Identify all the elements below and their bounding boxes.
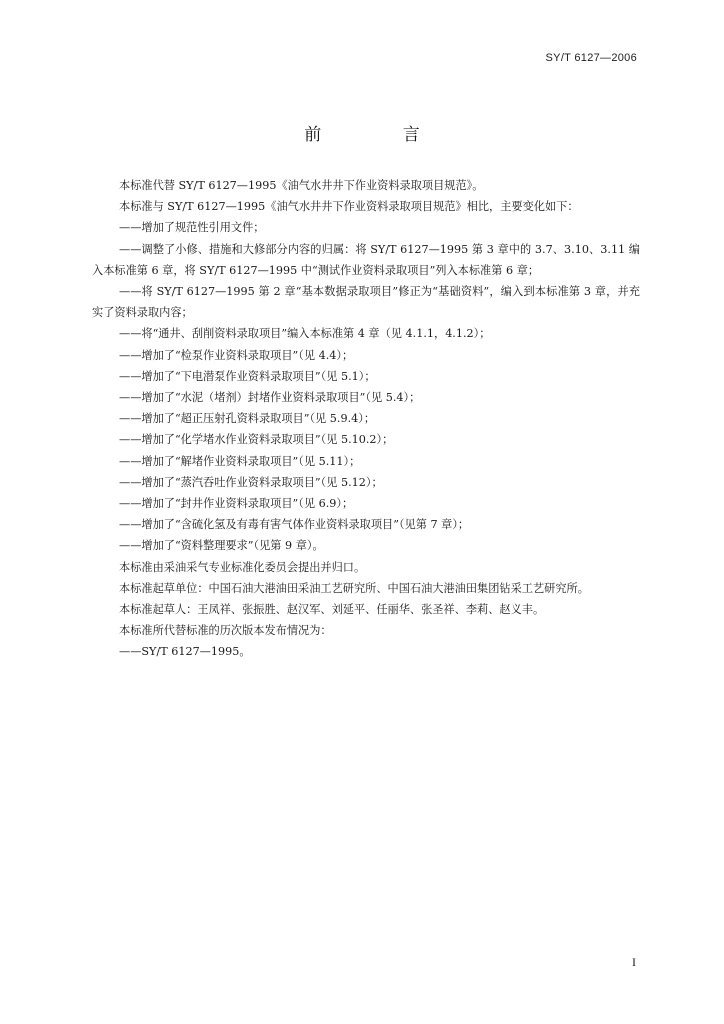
page-title: 前 言 (304, 125, 458, 145)
list-item: ——增加了“封井作业资料录取项目”（见 6.9）； (119, 497, 354, 511)
list-item: ——增加了“解堵作业资料录取项目”（见 5.11）； (119, 454, 361, 468)
paragraph-history-intro: 本标准所代替标准的历次版本发布情况为： (119, 624, 332, 638)
paragraph-drafters: 本标准起草人：王凤祥、张振胜、赵汉军、刘延平、任丽华、张圣祥、李莉、赵义丰。 (119, 603, 545, 617)
list-item: ——增加了“蒸汽吞吐作业资料录取项目”（见 5.12）； (119, 475, 383, 489)
list-item: ——增加了“下电潜泵作业资料录取项目”（见 5.1）； (119, 369, 376, 383)
standard-code-header: SY/T 6127—2006 (545, 52, 637, 64)
paragraph-replacement-note: 本标准代替 SY/T 6127—1995《油气水井井下作业资料录取项目规范》。 (119, 179, 484, 192)
paragraph-changes-intro: 本标准与 SY/T 6127—1995《油气水井井下作业资料录取项目规范》相比，主要变化如下： (119, 200, 579, 214)
foreword-body (92, 175, 640, 663)
list-item: ——调整了小修、措施和大修部分内容的归属：将 SY/T 6127—1995 第 3 章中的 3.7、3.10、3.11 编入本标准第 6 章，将 SY/T 6127—1995 中“测试作业资料录取项目”列入本标准第 6 章； (92, 242, 640, 277)
paragraph-proposer: 本标准由采油采气专业标准化委员会提出并归口。 (119, 560, 366, 574)
list-item: ——增加了“水泥（堵剂）封堵作业资料录取项目”（见 5.4）； (119, 391, 421, 405)
list-item: ——将“通井、刮削资料录取项目”编入本标准第 4 章（见 4.1.1，4.1.2）； (119, 327, 491, 341)
list-item: ——SY/T 6127—1995。 (119, 645, 251, 659)
list-item: ——增加了规范性引用文件； (119, 221, 265, 235)
list-item: ——增加了“资料整理要求”（见第 9 章）。 (119, 539, 324, 553)
list-item: ——增加了“超正压射孔资料录取项目”（见 5.9.4）； (119, 412, 376, 426)
list-item: ——将 SY/T 6127—1995 第 2 章“基本数据录取项目”修正为“基础资料”，编入到本标准第 3 章，并充实了资料录取内容； (92, 285, 640, 320)
paragraph-drafting-units: 本标准起草单位：中国石油大港油田采油工艺研究所、中国石油大港油田集团钻采工艺研究所。 (119, 581, 589, 595)
list-item: ——增加了“化学堵水作业资料录取项目”（见 5.10.2）； (119, 433, 394, 447)
page-number: I (632, 955, 636, 969)
list-item: ——增加了“检泵作业资料录取项目”（见 4.4）； (119, 348, 354, 362)
list-item: ——增加了“含硫化氢及有毒有害气体作业资料录取项目”（见第 7 章）； (119, 518, 470, 532)
